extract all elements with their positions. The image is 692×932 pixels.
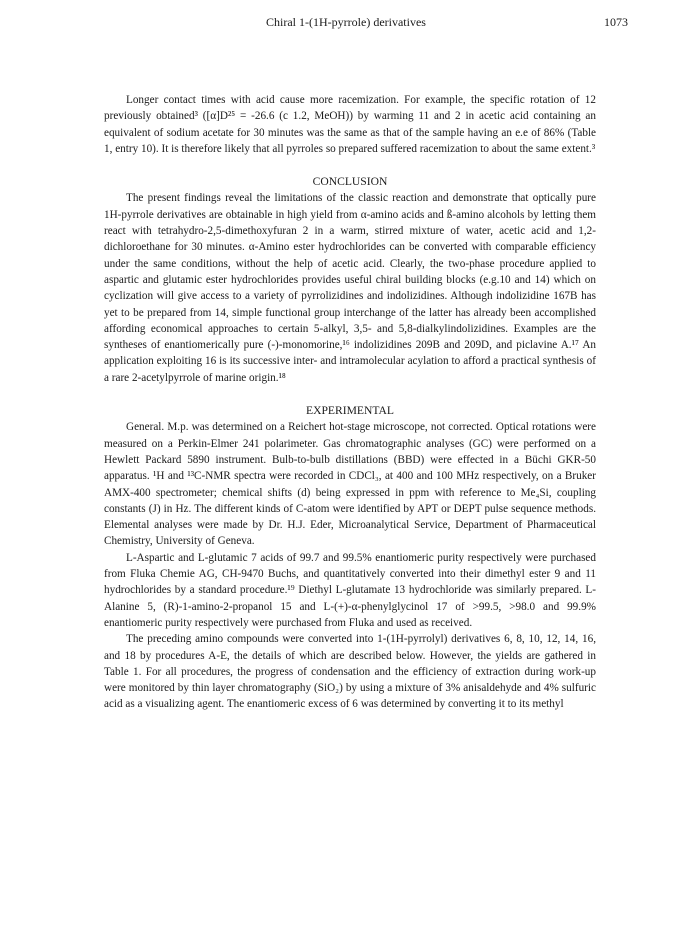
section-heading-conclusion: CONCLUSION bbox=[312, 175, 388, 189]
running-head-title: Chiral 1-(1H-pyrrole) derivatives bbox=[266, 15, 426, 29]
paragraph-conclusion: The present findings reveal the limitations of the classic reaction and demonstrate that optically pure 1H-pyrrole derivatives are obtainable in high yield from α-amino acids and ß-amino alcohols by letting them react with tetrahydro-2,5-dimethoxyfuran 2 in a warm, stirred mixture of water, acetic acid and 1,2-dichloroethane for 30 minutes. α-Amino ester hydrochlorides can be converted with comparable efficiency under the same conditions, without the help of acetic acid. Clearly, the two-phase procedure applied to aspartic and glutamic ester hydrochlorides provides useful chiral building blocks (e.g.10 and 14) which on cyclization will give access to a variety of pyrrolizidines and indolizidines. Although indolizidine 167B has yet to be prepared from 14, simple functional group interchange of the latter has already been accomplished affording economical approaches to certain 5-alkyl, 3,5- and 5,8-dialkylindolizidines. Examples are the syntheses of enantiomerically pure (-)-monomorine,¹⁶ indolizidines 209B and 209D, and piclavine A.¹⁷ An application exploiting 16 is its successive inter- and intramolecular acylation to afford a practical synthesis of a rare 2-acetylpyrrole of marine origin.¹⁸ bbox=[104, 192, 596, 384]
paragraph-racemization: Longer contact times with acid cause more racemization. For example, the specific rotation of 12 previously obtained³ ([α]D²⁵ = -26.6 (c 1.2, MeOH)) by warming 11 and 2 in acetic acid containing an equivalent of sodium acetate for 30 minutes was the same as that of the sample having an e.e of 86% (Table 1, entry 10). It is therefore likely that all pyrroles so prepared suffered racemization to about the same extent.³ bbox=[104, 94, 596, 155]
paragraph-aspartic: L-Aspartic and L-glutamic 7 acids of 99.7 and 99.5% enantiomeric purity respectively were purchased from Fluka Chemie AG, CH-9470 Buchs, and quantitatively converted into their dimethyl ester 9 and 11 hydrochlorides by a standard procedure.¹⁹ Diethyl L-glutamate 13 hydrochloride was similarly prepared. L-Alanine 5, (R)-1-amino-2-propanol 15 and L-(+)-α-phenylglycinol 17 of >99.5, >98.0 and 99.9% enantiomeric purity respectively were purchased from Fluka and used as received. bbox=[104, 551, 596, 629]
paragraph-preceding: The preceding amino compounds were converted into 1-(1H-pyrrolyl) derivatives 6, 8, 10, 12, 14, 16, and 18 by procedures A-E, the details of which are described below. However, the yields are gathered in Table 1. For all procedures, the progress of condensation and the efficiency of extraction during work-up were monitored by thin layer chromatography (SiO₂) by using a mixture of 3% anisaldehyde and 4% sulfuric acid as a visualizing agent. The enantiomeric excess of 6 was determined by converting it to its methyl bbox=[104, 633, 596, 711]
page-number: 1073 bbox=[604, 15, 628, 29]
section-heading-experimental: EXPERIMENTAL bbox=[306, 404, 394, 418]
running-head bbox=[0, 14, 692, 30]
paragraph-general: General. M.p. was determined on a Reichert hot-stage microscope, not corrected. Optical rotations were measured on a Perkin-Elmer 241 polarimeter. Gas chromatographic analyses (GC) were performed on a Hewlett Packard 5890 instrument. Bulb-to-bulb distillations (BBD) were effected in a Büchi GKR-50 apparatus. ¹H and ¹³C-NMR spectra were recorded in CDCl₃, at 400 and 100 MHz respectively, on a Bruker AMX-400 spectrometer; chemical shifts (d) being expressed in ppm with reference to Me₄Si, coupling constants (J) in Hz. The different kinds of C-atom were identified by APT or DEPT pulse sequence methods. Elemental analyses were made by Dr. H.J. Eder, Microanalytical Service, Department of Pharmaceutical Chemistry, University of Geneva. bbox=[104, 421, 596, 548]
article-body bbox=[104, 92, 596, 713]
